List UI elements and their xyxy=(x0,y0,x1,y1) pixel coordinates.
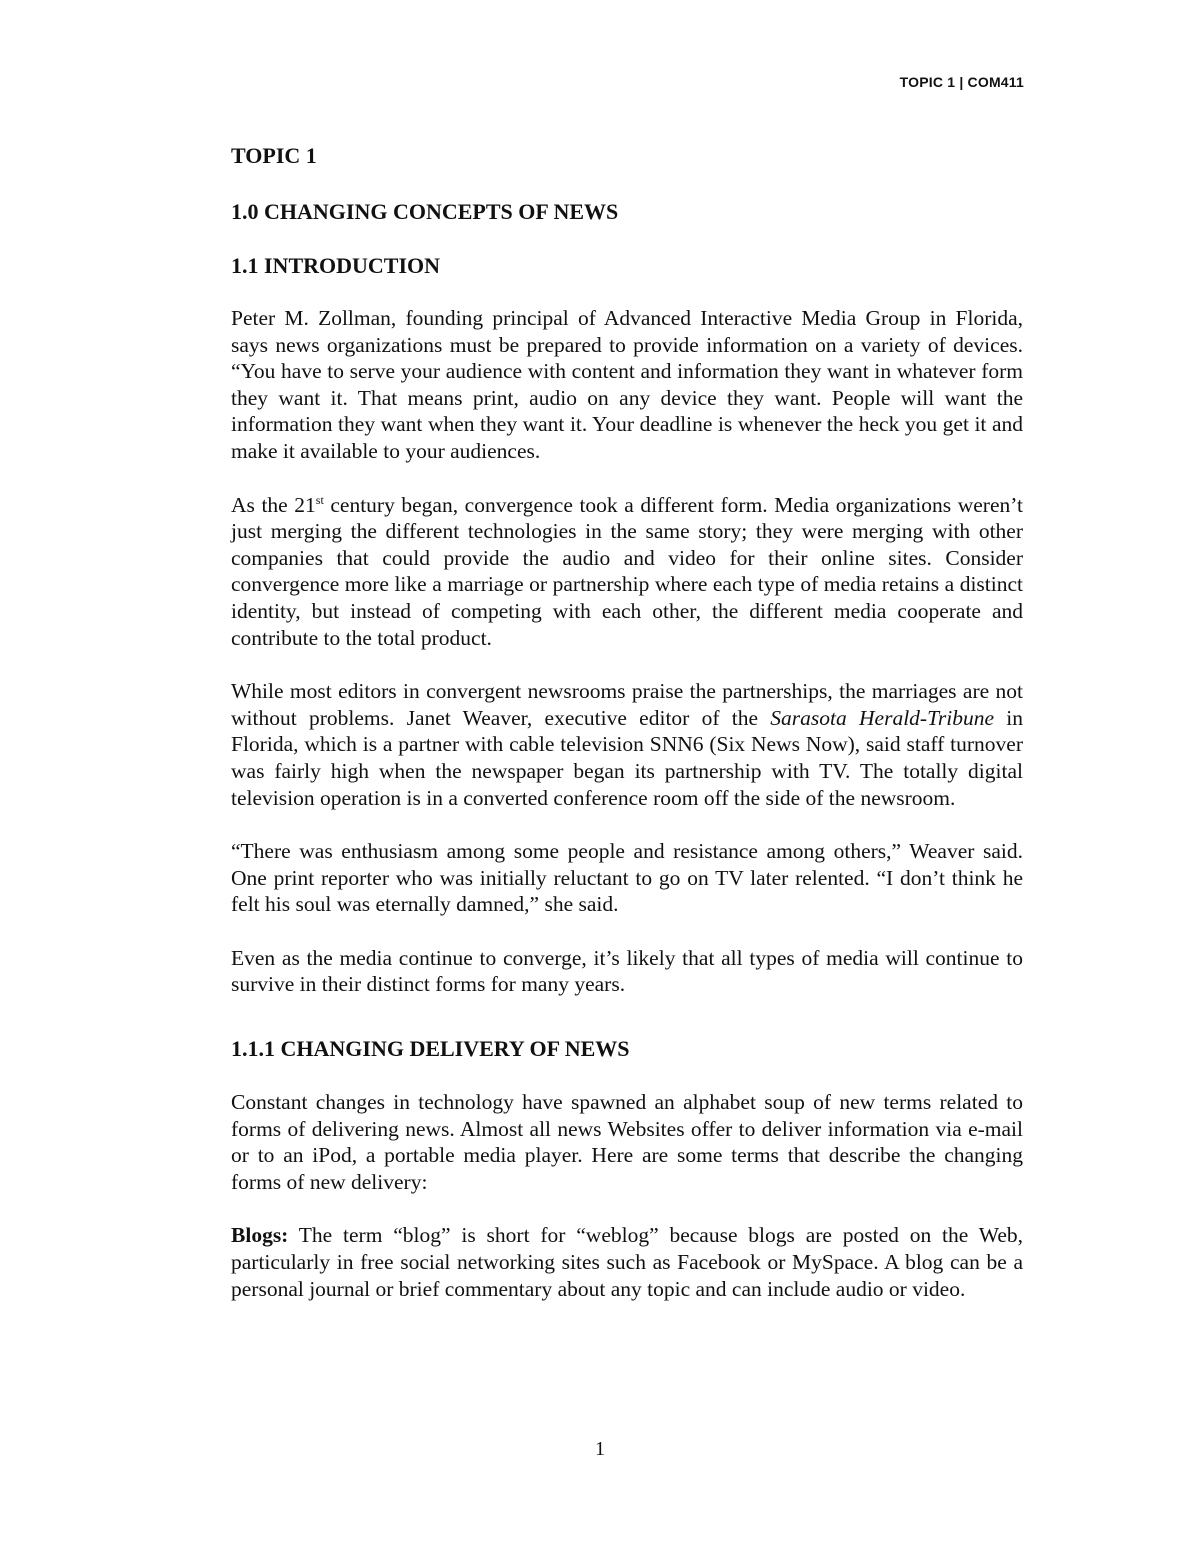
paragraph-blogs-rest: The term “blog” is short for “weblog” because blogs are posted on the Web, particularly in free social networking sites such as Facebook or MySpace. A blog can be a personal journal or brief commentary about any topic and can include audio or video. xyxy=(231,1223,1023,1301)
ordinal-suffix: st xyxy=(315,492,324,507)
subsection-heading: 1.1.1 CHANGING DELIVERY OF NEWS xyxy=(231,1036,630,1062)
introduction-heading: 1.1 INTRODUCTION xyxy=(231,253,441,278)
paragraph-quote: “There was enthusiasm among some people and resistance among others,” Weaver said. One print reporter who was initially reluctant to go on TV later relented. “I don’t think he felt his soul was eternally damned,” she said. xyxy=(231,839,1023,917)
paragraph-delivery: Constant changes in technology have spawned an alphabet soup of new terms related to forms of delivering news. Almost all news Websites offer to deliver information via e-mail or to an iPod, a portable media player. Here are some terms that describe the changing forms of new delivery: xyxy=(231,1090,1023,1194)
paragraph-blogs xyxy=(231,1222,1023,1302)
newspaper-title: Sarasota Herald-Tribune xyxy=(770,705,994,730)
paragraph-survive: Even as the media continue to converge, it’s likely that all types of media will continue to survive in their distinct forms for many years. xyxy=(231,945,1023,997)
term-blogs: Blogs: xyxy=(231,1223,289,1248)
page-content xyxy=(231,141,1023,1329)
paragraph-weaver-rest: in Florida, which is a partner with cable television SNN6 (Six News Now), said staff turnover was fairly high when the newspaper began its partnership with TV. The totally digital television operation is in a converted conference room off the side of the newsroom. xyxy=(231,705,1023,810)
paragraph-zollman: Peter M. Zollman, founding principal of Advanced Interactive Media Group in Florida, says news organizations must be prepared to provide information on a variety of devices. “You have to serve your audience with content and information they want in whatever form they want it. That means print, audio on any device they want. People will want the information they want when they want it. Your deadline is whenever the heck you get it and make it available to your audiences. xyxy=(231,306,1023,463)
section-heading: 1.0 CHANGING CONCEPTS OF NEWS xyxy=(231,199,619,224)
topic-heading: TOPIC 1 xyxy=(231,143,317,168)
page-number: 1 xyxy=(595,1438,605,1460)
running-header: TOPIC 1 | COM411 xyxy=(899,74,1024,90)
paragraph-convergence xyxy=(231,492,1023,652)
paragraph-weaver xyxy=(231,678,1023,811)
paragraph-convergence-start: As the 21 xyxy=(231,492,316,517)
paragraph-convergence-rest: century began, convergence took a different form. Media organizations weren’t just merging the different technologies in the same story; they were merging with other companies that could provide the audio and video for their online sites. Consider convergence more like a marriage or partnership where each type of media retains a distinct identity, but instead of competing with each other, the different media cooperate and contribute to the total product. xyxy=(231,492,1023,650)
paragraph-weaver-start: While most editors in convergent newsrooms praise the partnerships, the marriages are not without problems. Janet Weaver, executive editor of the xyxy=(231,679,1023,730)
